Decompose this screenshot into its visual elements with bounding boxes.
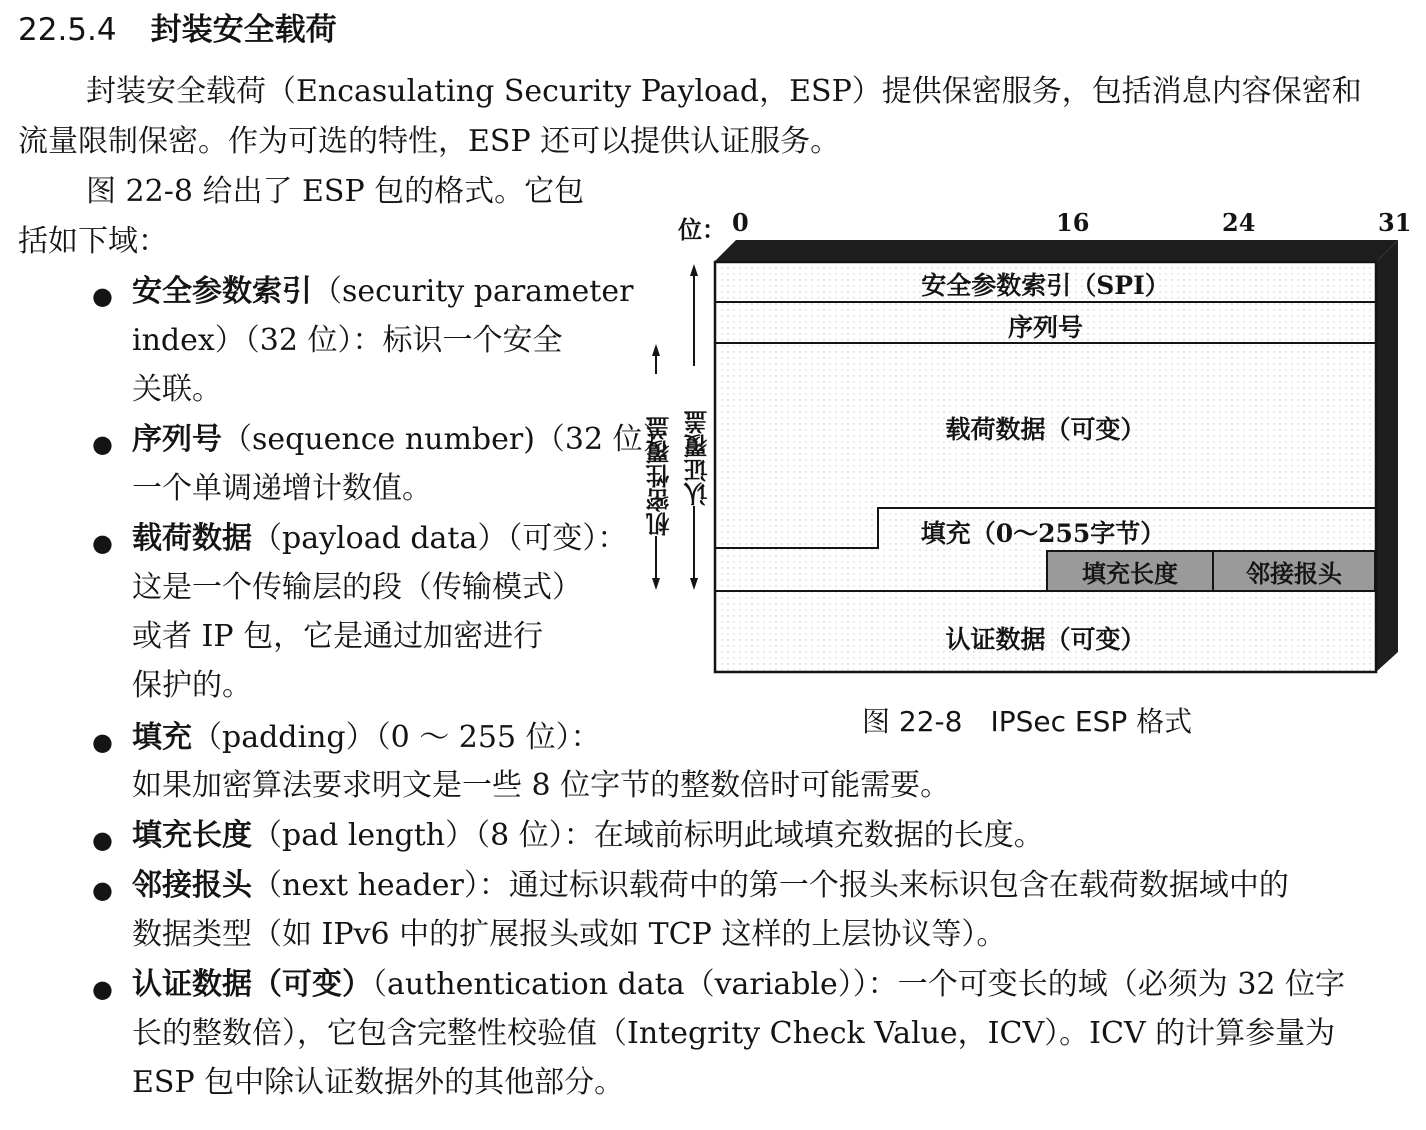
bullet-spi-term: 安全参数索引 [132, 274, 312, 309]
auth-arrow-down [690, 578, 698, 590]
auth-arrow-up [690, 264, 698, 276]
conf-arrow-down [652, 578, 660, 590]
bullet-auth-term: 认证数据（可变） [132, 967, 372, 1002]
bullet-next-line-1 [132, 868, 1289, 904]
packet-top-bevel [714, 240, 1398, 262]
esp-format-figure [636, 206, 1416, 746]
bullet-auth-line-2: 长的整数倍），它包含完整性校验值（Integrity Check Value，ICV）。ICV 的计算参量为 [132, 1016, 1336, 1051]
bullet-payload-line-3: 或者 IP 包，它是通过加密进行 [132, 619, 544, 654]
bullet-dot: ● [92, 282, 113, 310]
bullet-auth-line-1 [132, 967, 1345, 1003]
bullet-spi-line-2: index）（32 位）：标识一个安全 [132, 323, 563, 358]
field-padding: 填充（0～255字节） [920, 519, 1166, 548]
fig-ref-line-1: 图 22-8 给出了 ESP 包的格式。它包 [86, 174, 585, 209]
bullet-payload-rest: （payload data）（可变）： [252, 521, 628, 556]
field-pad-length: 填充长度 [1046, 550, 1214, 592]
intro-line-2: 流量限制保密。作为可选的特性，ESP 还可以提供认证服务。 [18, 124, 841, 159]
bit-label-31: 31 [1378, 208, 1412, 237]
bullet-padding-line-2: 如果加密算法要求明文是一些 8 位字节的整数倍时可能需要。 [132, 768, 951, 803]
bullet-dot: ● [92, 728, 113, 756]
bullet-spi-line-1 [132, 274, 633, 310]
bullet-dot: ● [92, 826, 113, 854]
field-auth-data: 认证数据（可变） [945, 625, 1146, 654]
bullet-payload-term: 载荷数据 [132, 521, 252, 556]
bullet-dot: ● [92, 529, 113, 557]
authentication-coverage-label: 认证覆盖 [683, 410, 712, 506]
bullet-spi-line-3: 关联。 [132, 372, 222, 407]
field-next-header: 邻接报头 [1212, 550, 1376, 592]
bullet-next-line-2: 数据类型（如 IPv6 中的扩展报头或如 TCP 这样的上层协议等）。 [132, 917, 1007, 952]
section-heading [18, 4, 337, 49]
conf-arrow-up [652, 344, 660, 356]
bullet-padding-line-1 [132, 720, 601, 756]
fig-ref-line-2: 括如下域： [18, 224, 168, 259]
bullet-padlen-rest: （pad length）（8 位）：在域前标明此域填充数据的长度。 [252, 818, 1044, 853]
section-number: 22.5.4 [18, 12, 117, 48]
bullet-seq-term: 序列号 [132, 422, 222, 457]
bit-label-0: 0 [732, 208, 749, 237]
bullet-seq-rest: （sequence number)（32 位）： [222, 422, 688, 457]
field-sequence-number: 序列号 [1007, 313, 1083, 342]
bullet-padding-term: 填充 [132, 720, 192, 755]
bullet-spi-rest: （security parameter [312, 274, 634, 309]
bullet-auth-line-3: ESP 包中除认证数据外的其他部分。 [132, 1065, 625, 1100]
bullet-next-term: 邻接报头 [132, 868, 252, 903]
field-spi: 安全参数索引（SPI） [921, 271, 1170, 300]
bullet-padlen-line-1 [132, 818, 1044, 854]
bullet-payload-line-4: 保护的。 [132, 668, 252, 703]
section-title: 封装安全载荷 [150, 12, 337, 48]
intro-line-1: 封装安全载荷（Encasulating Security Payload，ESP）提供保密服务，包括消息内容保密和 [86, 74, 1362, 109]
packet-right-side [1376, 240, 1398, 672]
bullet-auth-rest: （authentication data（variable））：一个可变长的域（必须为 32 位字 [372, 967, 1346, 1002]
confidentiality-coverage-label: 机密性覆盖 [645, 416, 674, 536]
bullet-dot: ● [92, 430, 113, 458]
bullet-seq-line-1 [132, 422, 688, 458]
figure-caption: 图 22-8 IPSec ESP 格式 [862, 705, 1193, 738]
bullet-padlen-term: 填充长度 [132, 818, 252, 853]
bullet-payload-line-1 [132, 521, 627, 557]
bullet-next-rest: （next header）：通过标识载荷中的第一个报头来标识包含在载荷数据域中的 [252, 868, 1289, 903]
bullet-padding-rest: （padding）（0 ～ 255 位）： [192, 720, 601, 755]
bullet-dot: ● [92, 975, 113, 1003]
bullet-dot: ● [92, 876, 113, 904]
bit-label-16: 16 [1056, 208, 1090, 237]
bit-label-24: 24 [1222, 208, 1256, 237]
bullet-payload-line-2: 这是一个传输层的段（传输模式） [132, 570, 582, 605]
bit-label-prefix: 位： [678, 215, 726, 244]
bullet-seq-line-2: 一个单调递增计数值。 [132, 471, 432, 506]
field-payload-data: 载荷数据（可变） [945, 415, 1146, 444]
